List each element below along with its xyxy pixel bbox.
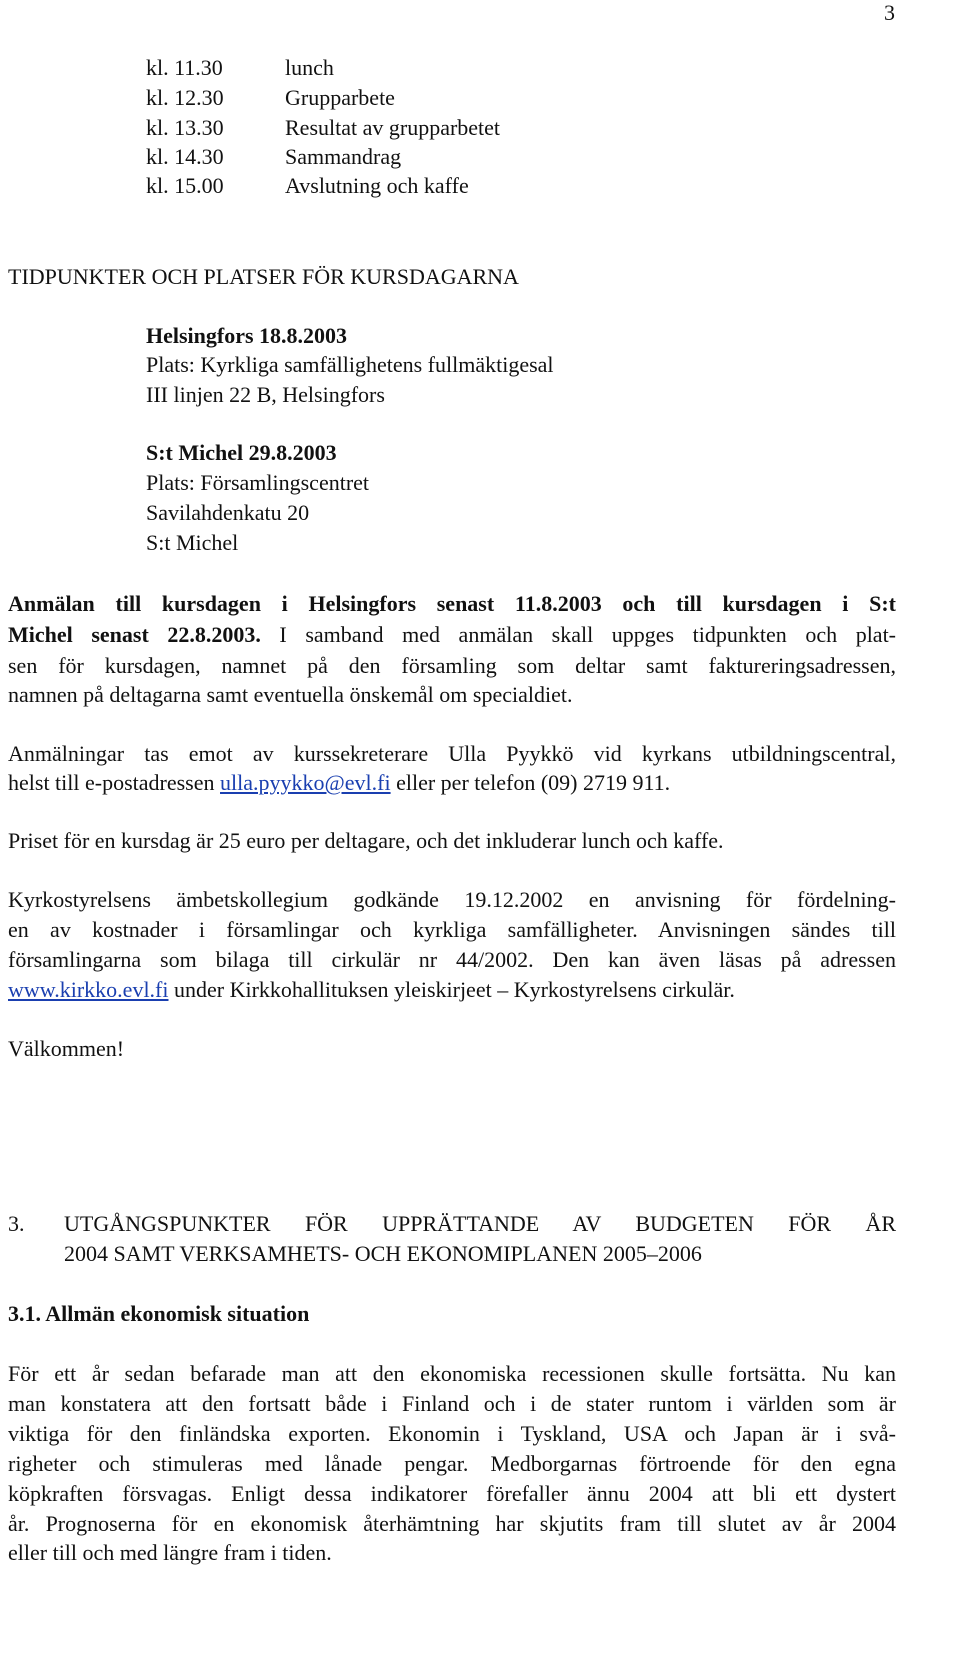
registration-line: namnen på deltagarna samt eventuella önskemål om specialdiet. (8, 682, 573, 707)
welcome-text: Välkommen! (8, 1036, 125, 1061)
venue-title-stmichel: S:t Michel 29.8.2003 (146, 440, 337, 465)
contact-line (8, 768, 670, 798)
schedule-time: kl. 11.30 (146, 55, 223, 80)
venue-line: Plats: Församlingscentret (146, 470, 370, 495)
body-line: righeter och stimuleras med lånade pengar. Medborgarnas förtroende för den egna (8, 1451, 896, 1476)
schedule-activity: lunch (285, 55, 334, 80)
decision-text: under Kirkkohallituksen yleiskirjeet – Kyrkostyrelsens cirkulär. (168, 977, 735, 1002)
page-number: 3 (884, 0, 895, 25)
venue-line: III linjen 22 B, Helsingfors (146, 382, 385, 407)
price-text: Priset för en kursdag är 25 euro per deltagare, och det inkluderar lunch och kaffe. (8, 828, 724, 853)
contact-text: eller per telefon (09) 2719 911. (390, 770, 671, 795)
registration-deadline-end: Michel senast 22.8.2003. (8, 622, 261, 647)
section-title-line: 2004 SAMT VERKSAMHETS- OCH EKONOMIPLANEN 2005–2006 (64, 1241, 702, 1266)
registration-line (8, 619, 896, 650)
email-link[interactable]: ulla.pyykko@evl.fi (220, 770, 391, 795)
venue-line: Plats: Kyrkliga samfällighetens fullmäktigesal (146, 352, 554, 377)
kirkko-link[interactable]: www.kirkko.evl.fi (8, 977, 169, 1002)
decision-line: en av kostnader i församlingar och kyrkliga samfälligheter. Anvisningen sändes till (8, 917, 896, 942)
subsection-heading: 3.1. Allmän ekonomisk situation (8, 1301, 310, 1326)
decision-line: församlingarna som bilaga till cirkulär nr 44/2002. Den kan även läsas på adressen (8, 947, 896, 972)
venue-line: Savilahdenkatu 20 (146, 500, 310, 525)
registration-deadline-line: Anmälan till kursdagen i Helsingfors senast 11.8.2003 och till kursdagen i S:t (8, 591, 896, 616)
section-title-line: UTGÅNGSPUNKTER FÖR UPPRÄTTANDE AV BUDGETEN FÖR ÅR (64, 1211, 896, 1236)
body-line: viktiga för den finländska exporten. Ekonomin i Tyskland, USA och Japan är i svå- (8, 1421, 896, 1446)
body-line: man konstatera att den fortsatt både i Finland och i de stater runtom i världen som är (8, 1391, 896, 1416)
schedule-time: kl. 14.30 (146, 144, 224, 169)
venue-title-helsingfors: Helsingfors 18.8.2003 (146, 323, 348, 348)
venue-line: S:t Michel (146, 530, 239, 555)
contact-line: Anmälningar tas emot av kurssekreterare Ulla Pyykkö vid kyrkans utbildningscentral, (8, 741, 896, 766)
decision-line (8, 975, 735, 1005)
contact-text: helst till e-postadressen (8, 770, 221, 795)
schedule-activity: Sammandrag (285, 144, 402, 169)
schedule-activity: Avslutning och kaffe (285, 173, 469, 198)
decision-line: Kyrkostyrelsens ämbetskollegium godkände 19.12.2002 en anvisning för fördelning- (8, 887, 896, 912)
registration-line: sen för kursdagen, namnet på den församling som deltar samt faktureringsadressen, (8, 653, 896, 678)
registration-text: I samband med anmälan skall uppges tidpunkten och plat- (260, 622, 897, 647)
body-line: år. Prognoserna för en ekonomisk återhämtning har skjutits fram till slutet av år 2004 (8, 1511, 896, 1536)
body-line: För ett år sedan befarade man att den ekonomiska recessionen skulle fortsätta. Nu kan (8, 1361, 896, 1386)
schedule-time: kl. 12.30 (146, 85, 224, 110)
body-line: eller till och med längre fram i tiden. (8, 1540, 332, 1565)
section-number: 3. (8, 1211, 25, 1236)
venues-heading: TIDPUNKTER OCH PLATSER FÖR KURSDAGARNA (8, 264, 519, 289)
schedule-time: kl. 13.30 (146, 115, 224, 140)
schedule-time: kl. 15.00 (146, 173, 224, 198)
body-line: köpkraften försvagas. Enligt dessa indikatorer förefaller ännu 2004 att bli ett dystert (8, 1481, 896, 1506)
schedule-activity: Grupparbete (285, 85, 395, 110)
schedule-activity: Resultat av grupparbetet (285, 115, 501, 140)
